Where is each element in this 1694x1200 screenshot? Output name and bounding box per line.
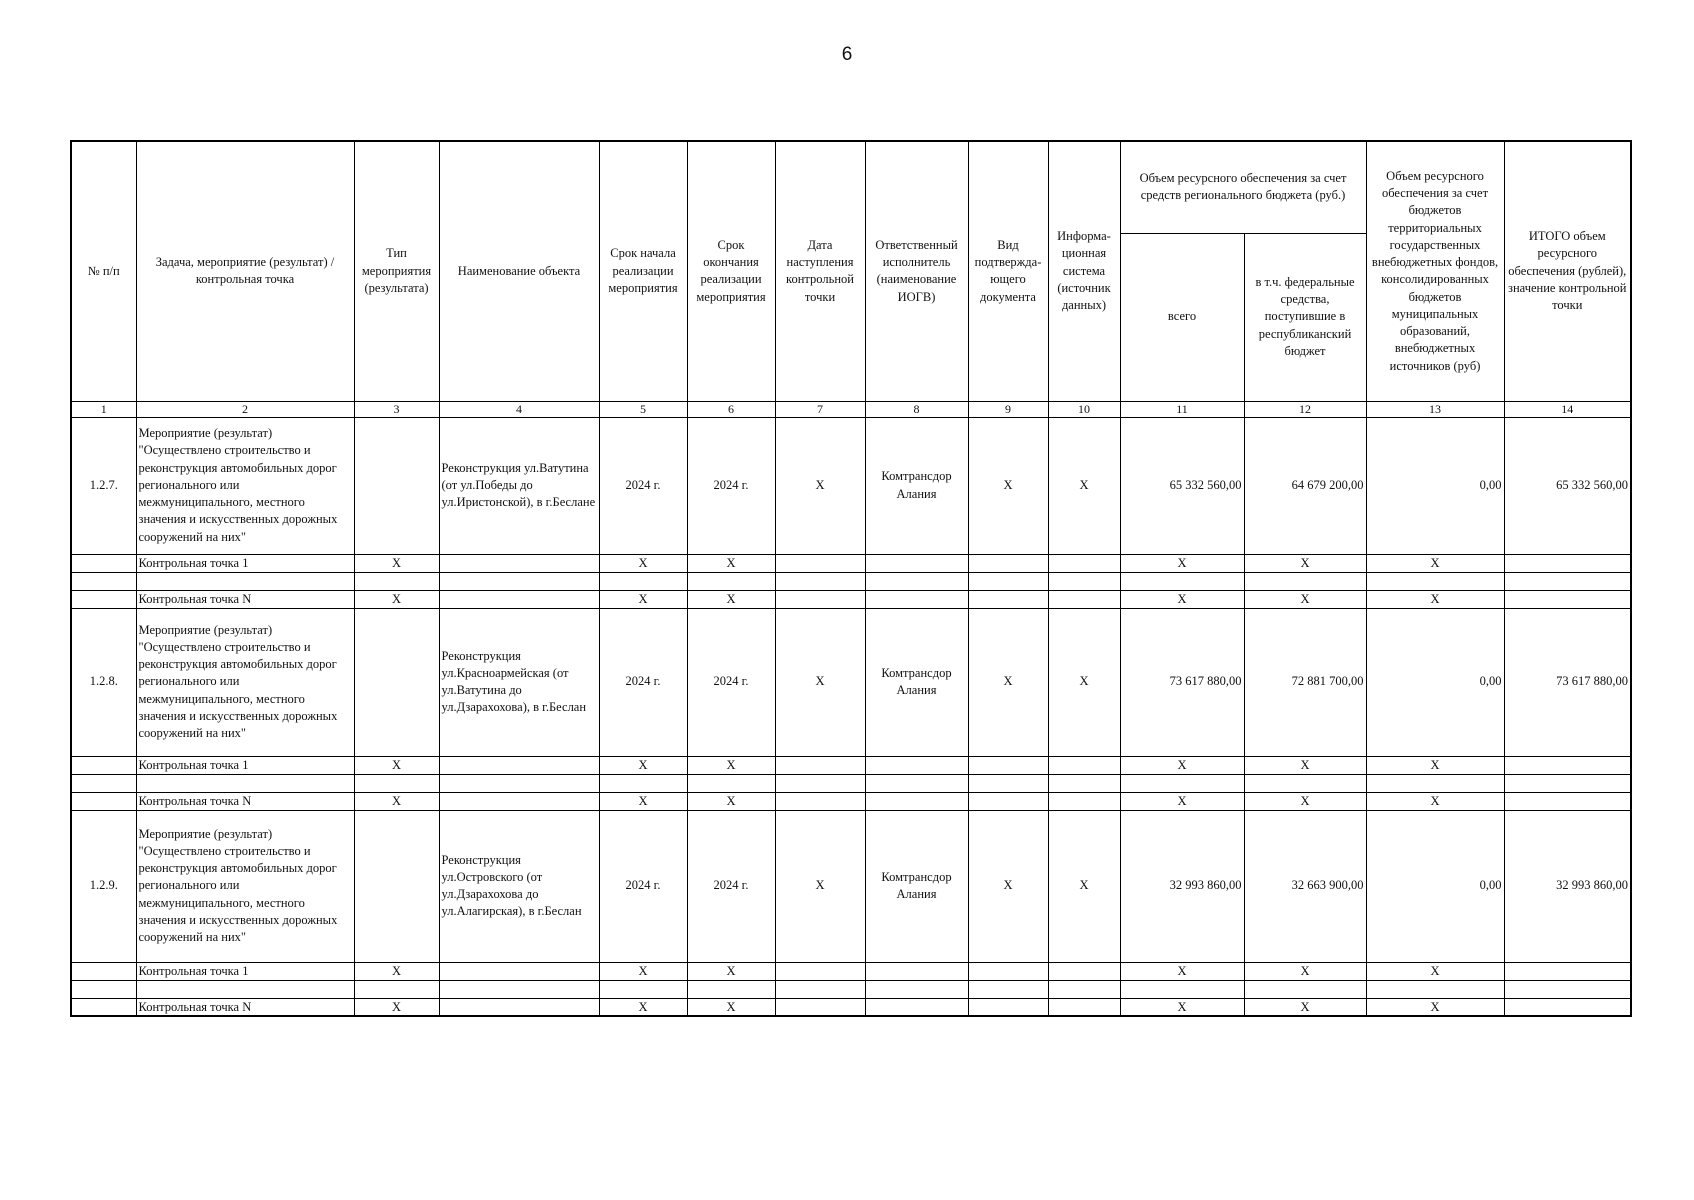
activity-doc-type: Х xyxy=(968,608,1048,756)
activity-number: 1.2.8. xyxy=(71,608,136,756)
column-number: 8 xyxy=(865,401,968,417)
cp-label: Контрольная точка 1 xyxy=(136,962,354,980)
cp-col13: Х xyxy=(1366,998,1504,1016)
cp-col13: Х xyxy=(1366,962,1504,980)
cp-doc-cell xyxy=(968,554,1048,572)
activity-federal: 32 663 900,00 xyxy=(1244,810,1366,962)
activity-grand-total: 32 993 860,00 xyxy=(1504,810,1631,962)
cp-object-cell xyxy=(439,756,599,774)
activity-end: 2024 г. xyxy=(687,608,775,756)
cp-object-cell xyxy=(439,998,599,1016)
cp-info-cell xyxy=(1048,590,1120,608)
column-number: 9 xyxy=(968,401,1048,417)
activity-executor: Комтрансдор Алания xyxy=(865,810,968,962)
cp-executor-cell xyxy=(865,590,968,608)
cp-label: Контрольная точка N xyxy=(136,590,354,608)
cp-col13: Х xyxy=(1366,554,1504,572)
cp-doc-cell xyxy=(968,962,1048,980)
activity-number: 1.2.7. xyxy=(71,417,136,554)
column-number: 7 xyxy=(775,401,865,417)
cp-number-cell xyxy=(71,554,136,572)
activity-start: 2024 г. xyxy=(599,810,687,962)
cp-type: Х xyxy=(354,590,439,608)
header-other-sources: Объем ресурсного обеспечения за счет бюджетов территориальных государственных внебюджетных фондов, консолидированных бюджетов муниципальных образований, внебюджетных источников (руб) xyxy=(1366,141,1504,401)
table-row-activity xyxy=(71,608,1631,756)
cp-type: Х xyxy=(354,962,439,980)
activity-end: 2024 г. xyxy=(687,810,775,962)
cp-object-cell xyxy=(439,590,599,608)
activity-info-system: Х xyxy=(1048,810,1120,962)
activity-regional-total: 65 332 560,00 xyxy=(1120,417,1244,554)
cp-info-cell xyxy=(1048,756,1120,774)
column-numbers-row xyxy=(71,401,1631,417)
column-number: 2 xyxy=(136,401,354,417)
header-executor: Ответственный исполнитель (наименование ИОГВ) xyxy=(865,141,968,401)
cp-label: Контрольная точка 1 xyxy=(136,756,354,774)
header-federal-funds: в т.ч. федеральные средства, поступившие в республиканский бюджет xyxy=(1244,233,1366,401)
cp-start: Х xyxy=(599,554,687,572)
header-regional-total: всего xyxy=(1120,233,1244,401)
cp-col12: Х xyxy=(1244,792,1366,810)
activity-title: Мероприятие (результат) "Осуществлено строительство и реконструкция автомобильных дорог регионального или межмуниципального, местного значения и искусственных дорожных сооружений на них" xyxy=(136,417,354,554)
table-row-control-point xyxy=(71,590,1631,608)
cp-end: Х xyxy=(687,756,775,774)
activity-federal: 72 881 700,00 xyxy=(1244,608,1366,756)
table-row-control-point xyxy=(71,554,1631,572)
column-number: 1 xyxy=(71,401,136,417)
cp-date-cell xyxy=(775,554,865,572)
header-object-name: Наименование объекта xyxy=(439,141,599,401)
activity-end: 2024 г. xyxy=(687,417,775,554)
activity-cp-date: Х xyxy=(775,810,865,962)
column-number: 14 xyxy=(1504,401,1631,417)
column-number: 12 xyxy=(1244,401,1366,417)
cp-info-cell xyxy=(1048,998,1120,1016)
header-task: Задача, мероприятие (результат) / контрольная точка xyxy=(136,141,354,401)
activity-type-cell xyxy=(354,417,439,554)
cp-col11: Х xyxy=(1120,998,1244,1016)
cp-info-cell xyxy=(1048,792,1120,810)
cp-number-cell xyxy=(71,998,136,1016)
cp-col11: Х xyxy=(1120,590,1244,608)
table-row-activity xyxy=(71,810,1631,962)
column-number: 13 xyxy=(1366,401,1504,417)
cp-label: Контрольная точка 1 xyxy=(136,554,354,572)
cp-col11: Х xyxy=(1120,554,1244,572)
cp-date-cell xyxy=(775,756,865,774)
table-row-control-point xyxy=(71,792,1631,810)
activity-regional-total: 32 993 860,00 xyxy=(1120,810,1244,962)
activity-cp-date: Х xyxy=(775,608,865,756)
cp-col12: Х xyxy=(1244,590,1366,608)
activity-object: Реконструкция ул.Красноармейская (от ул.Ватутина до ул.Дзарахохова), в г.Беслан xyxy=(439,608,599,756)
cp-total-cell xyxy=(1504,962,1631,980)
cp-col12: Х xyxy=(1244,962,1366,980)
header-activity-type: Тип мероприятия (результата) xyxy=(354,141,439,401)
cp-object-cell xyxy=(439,962,599,980)
activity-other: 0,00 xyxy=(1366,810,1504,962)
cp-col12: Х xyxy=(1244,554,1366,572)
activity-start: 2024 г. xyxy=(599,417,687,554)
column-number: 4 xyxy=(439,401,599,417)
column-number: 10 xyxy=(1048,401,1120,417)
cp-total-cell xyxy=(1504,590,1631,608)
cp-executor-cell xyxy=(865,792,968,810)
activity-other: 0,00 xyxy=(1366,608,1504,756)
table-row-blank xyxy=(71,774,1631,792)
table-row-control-point xyxy=(71,962,1631,980)
cp-object-cell xyxy=(439,554,599,572)
table-row-blank xyxy=(71,980,1631,998)
cp-start: Х xyxy=(599,590,687,608)
table-row-control-point xyxy=(71,756,1631,774)
cp-type: Х xyxy=(354,792,439,810)
activity-regional-total: 73 617 880,00 xyxy=(1120,608,1244,756)
cp-total-cell xyxy=(1504,756,1631,774)
activity-executor: Комтрансдор Алания xyxy=(865,417,968,554)
activity-object: Реконструкция ул.Ватутина (от ул.Победы до ул.Иристонской), в г.Беслане xyxy=(439,417,599,554)
table-row-blank xyxy=(71,572,1631,590)
cp-end: Х xyxy=(687,962,775,980)
cp-object-cell xyxy=(439,792,599,810)
cp-executor-cell xyxy=(865,554,968,572)
cp-start: Х xyxy=(599,962,687,980)
table-header xyxy=(71,141,1631,417)
activity-type-cell xyxy=(354,810,439,962)
cp-executor-cell xyxy=(865,998,968,1016)
cp-label: Контрольная точка N xyxy=(136,792,354,810)
cp-type: Х xyxy=(354,756,439,774)
cp-number-cell xyxy=(71,756,136,774)
cp-type: Х xyxy=(354,998,439,1016)
activity-grand-total: 65 332 560,00 xyxy=(1504,417,1631,554)
cp-total-cell xyxy=(1504,998,1631,1016)
cp-doc-cell xyxy=(968,590,1048,608)
header-end-date: Срок окончания реализации мероприятия xyxy=(687,141,775,401)
header-grand-total: ИТОГО объем ресурсного обеспечения (рублей), значение контрольной точки xyxy=(1504,141,1631,401)
cp-date-cell xyxy=(775,962,865,980)
cp-type: Х xyxy=(354,554,439,572)
column-number: 11 xyxy=(1120,401,1244,417)
header-control-point-date: Дата наступления контрольной точки xyxy=(775,141,865,401)
page-number: 6 xyxy=(841,44,853,65)
cp-col13: Х xyxy=(1366,756,1504,774)
cp-number-cell xyxy=(71,590,136,608)
activity-grand-total: 73 617 880,00 xyxy=(1504,608,1631,756)
header-regional-budget-group: Объем ресурсного обеспечения за счет средств регионального бюджета (руб.) xyxy=(1120,141,1366,233)
cp-col11: Х xyxy=(1120,756,1244,774)
cp-label: Контрольная точка N xyxy=(136,998,354,1016)
cp-executor-cell xyxy=(865,962,968,980)
header-number: № п/п xyxy=(71,141,136,401)
cp-total-cell xyxy=(1504,792,1631,810)
cp-start: Х xyxy=(599,792,687,810)
cp-col12: Х xyxy=(1244,756,1366,774)
activity-info-system: Х xyxy=(1048,417,1120,554)
cp-col11: Х xyxy=(1120,792,1244,810)
activity-executor: Комтрансдор Алания xyxy=(865,608,968,756)
column-number: 6 xyxy=(687,401,775,417)
cp-doc-cell xyxy=(968,998,1048,1016)
header-info-system: Информа-ционная система (источник данных) xyxy=(1048,141,1120,401)
cp-start: Х xyxy=(599,998,687,1016)
activity-doc-type: Х xyxy=(968,810,1048,962)
cp-info-cell xyxy=(1048,554,1120,572)
cp-end: Х xyxy=(687,792,775,810)
cp-total-cell xyxy=(1504,554,1631,572)
cp-number-cell xyxy=(71,962,136,980)
cp-col13: Х xyxy=(1366,590,1504,608)
header-start-date: Срок начала реализации мероприятия xyxy=(599,141,687,401)
cp-end: Х xyxy=(687,554,775,572)
activity-title: Мероприятие (результат) "Осуществлено строительство и реконструкция автомобильных дорог регионального или межмуниципального, местного значения и искусственных дорожных сооружений на них" xyxy=(136,608,354,756)
activity-title: Мероприятие (результат) "Осуществлено строительство и реконструкция автомобильных дорог регионального или межмуниципального, местного значения и искусственных дорожных сооружений на них" xyxy=(136,810,354,962)
cp-col12: Х xyxy=(1244,998,1366,1016)
column-number: 3 xyxy=(354,401,439,417)
activity-federal: 64 679 200,00 xyxy=(1244,417,1366,554)
cp-doc-cell xyxy=(968,792,1048,810)
cp-date-cell xyxy=(775,998,865,1016)
activity-start: 2024 г. xyxy=(599,608,687,756)
cp-info-cell xyxy=(1048,962,1120,980)
column-number: 5 xyxy=(599,401,687,417)
activity-other: 0,00 xyxy=(1366,417,1504,554)
table-row-control-point xyxy=(71,998,1631,1016)
cp-end: Х xyxy=(687,998,775,1016)
header-document-type: Вид подтвержда-ющего документа xyxy=(968,141,1048,401)
cp-number-cell xyxy=(71,792,136,810)
cp-col11: Х xyxy=(1120,962,1244,980)
cp-executor-cell xyxy=(865,756,968,774)
cp-col13: Х xyxy=(1366,792,1504,810)
cp-doc-cell xyxy=(968,756,1048,774)
table-row-activity xyxy=(71,417,1631,554)
activity-info-system: Х xyxy=(1048,608,1120,756)
activity-doc-type: Х xyxy=(968,417,1048,554)
activity-cp-date: Х xyxy=(775,417,865,554)
resource-plan-table xyxy=(70,140,1632,1017)
cp-start: Х xyxy=(599,756,687,774)
activity-object: Реконструкция ул.Островского (от ул.Дзарахохова до ул.Алагирская), в г.Беслан xyxy=(439,810,599,962)
cp-date-cell xyxy=(775,590,865,608)
cp-end: Х xyxy=(687,590,775,608)
activity-type-cell xyxy=(354,608,439,756)
activity-number: 1.2.9. xyxy=(71,810,136,962)
cp-date-cell xyxy=(775,792,865,810)
